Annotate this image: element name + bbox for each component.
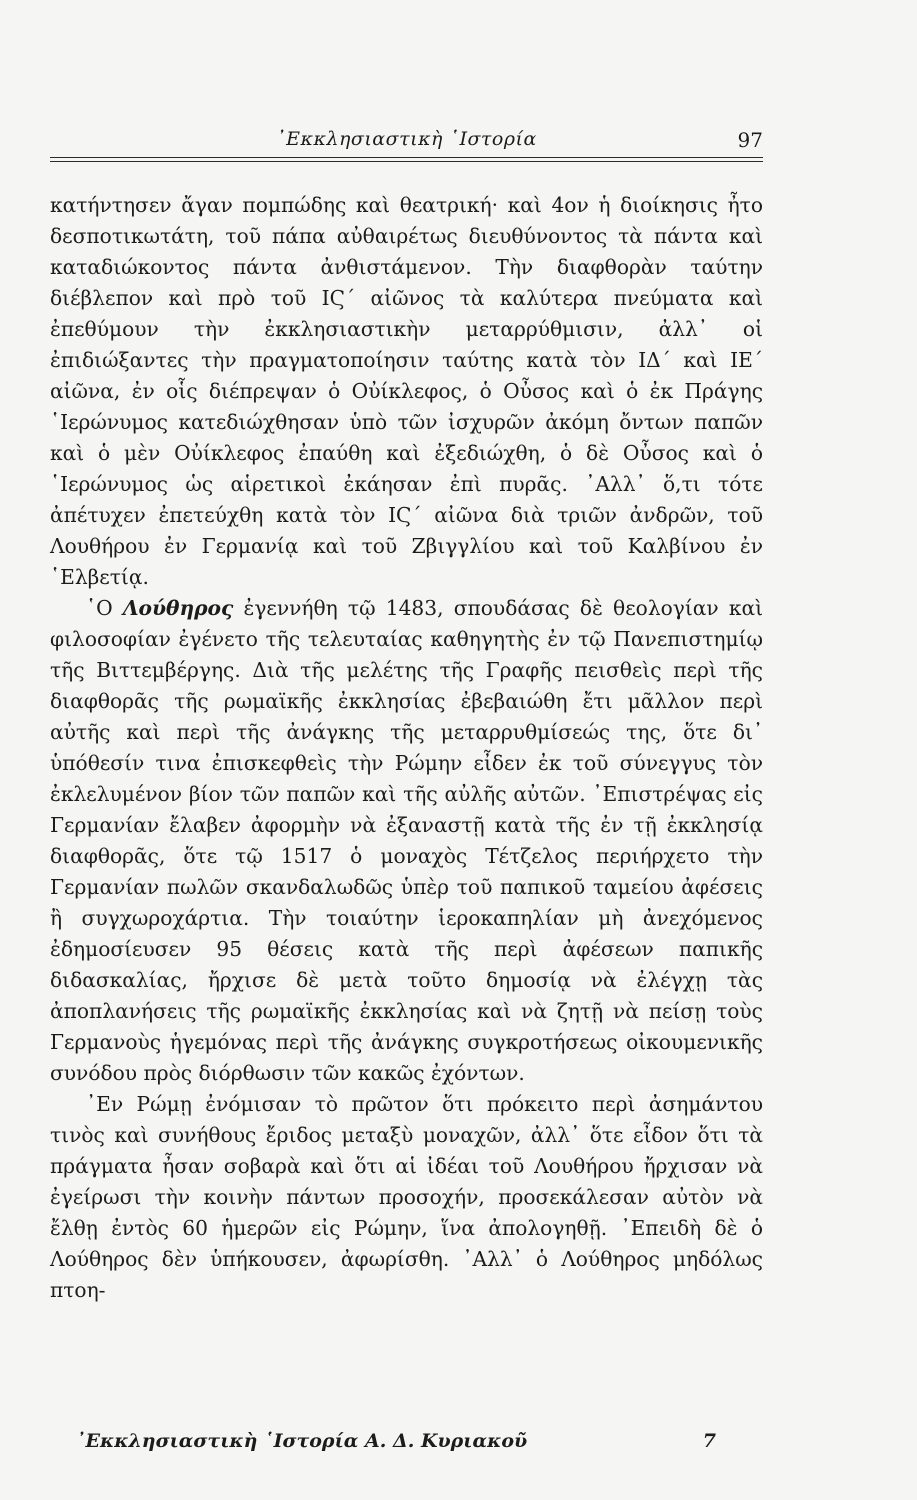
header-title: ᾿Εκκλησιαστικὴ ῾Ιστορία <box>276 128 537 150</box>
paragraph-2-lead: ῾Ο <box>86 596 113 620</box>
paragraph-2-text: ἐγεννήθη τῷ 1483, σπουδάσας δὲ θεολογίαν καὶ φιλοσοφίαν ἐγένετο τῆς τελευταίας καθηγητὴς ἐν τῷ Πανεπιστημίῳ τῆς Βιττεμβέργης. Διὰ τῆς μελέτης τῆς Γραφῆς πεισθεὶς περὶ τῆς διαφθορᾶς τῆς ρωμαϊκῆς ἐκκλησίας ἐβεβαιώθη ἔτι μᾶλλον περὶ αὐτῆς καὶ περὶ τῆς ἀνάγκης τῆς μεταρρυθμίσεώς της, ὅτε δι᾿ ὑπόθεσίν τινα ἐπισκεφθεὶς τὴν Ρώμην εἶδεν ἐκ τοῦ σύνεγγυς τὸν ἐκλελυμένον βίον τῶν παπῶν καὶ τῆς αὐλῆς αὐτῶν. ᾿Επιστρέψας εἰς Γερμανίαν ἔλαβεν ἀφορμὴν νὰ ἐξαναστῇ κατὰ τῆς ἐν τῇ ἐκκλησίᾳ διαφθορᾶς, ὅτε τῷ 1517 ὁ μοναχὸς Τέτζελος περιήρχετο τὴν Γερμανίαν πωλῶν σκανδαλωδῶς ὑπὲρ τοῦ παπικοῦ ταμείου ἀφέσεις ἢ συγχωροχάρτια. Τὴν τοιαύτην ἱεροκαπηλίαν μὴ ἀνεχόμενος ἐδημοσίευσεν 95 θέσεις κατὰ τῆς περὶ ἀφέσεων παπικῆς διδασκαλίας, ἤρχισε δὲ μετὰ τοῦτο δημοσίᾳ νὰ ἐλέγχῃ τὰς ἀποπλανήσεις τῆς ρωμαϊκῆς ἐκκλησίας καὶ νὰ ζητῇ νὰ πείσῃ τοὺς Γερμανοὺς ἡγεμόνας περὶ τῆς ἀνάγκης συγκροτήσεως οἰκουμενικῆς συνόδου πρὸς διόρθωσιν τῶν κακῶς ἐχόντων. <box>50 596 763 1085</box>
paragraph-2 <box>50 593 763 1089</box>
name-luther: Λούθηρος <box>122 596 234 620</box>
running-header <box>50 122 763 158</box>
page-number: 97 <box>737 128 763 152</box>
paragraph-3: ᾿Εν Ρώμῃ ἐνόμισαν τὸ πρῶτον ὅτι πρόκειτο περὶ ἀσημάντου τινὸς καὶ συνήθους ἔριδος μεταξὺ μοναχῶν, ἀλλ᾿ ὅτε εἶδον ὅτι τὰ πράγματα ἦσαν σοβαρὰ καὶ ὅτι αἱ ἰδέαι τοῦ Λουθήρου ἤρχισαν νὰ ἐγείρωσι τὴν κοινὴν πάντων προσοχήν, προσεκάλεσαν αὐτὸν νὰ ἔλθῃ ἐντὸς 60 ἡμερῶν εἰς Ρώμην, ἵνα ἀπολογηθῇ. ᾿Επειδὴ δὲ ὁ Λούθηρος δὲν ὑπήκουσεν, ἀφωρίσθη. ᾿Αλλ᾿ ὁ Λούθηρος μηδόλως πτοη- <box>50 1092 763 1302</box>
signature-mark: 7 <box>702 1430 716 1452</box>
header-rule-bottom <box>50 161 763 162</box>
paragraph-1: κατήντησεν ἄγαν πομπώδης καὶ θεατρική· καὶ 4ον ἡ διοίκησις ἦτο δεσποτικωτάτη, τοῦ πάπα αὐθαιρέτως διευθύνοντος τὰ πάντα καὶ καταδιώκοντος πάντα ἀνθιστάμενον. Τὴν διαφθορὰν ταύτην διέβλεπον καὶ πρὸ τοῦ ΙϚ΄ αἰῶνος τὰ καλύτερα πνεύματα καὶ ἐπεθύμουν τὴν ἐκκλησιαστικὴν μεταρρύθμισιν, ἀλλ᾿ οἱ ἐπιδιώξαντες τὴν πραγματοποίησιν ταύτης κατὰ τὸν ΙΔ΄ καὶ ΙΕ΄ αἰῶνα, ἐν οἷς διέπρεψαν ὁ Οὐίκλεφος, ὁ Οὖσος καὶ ὁ ἐκ Πράγης ῾Ιερώνυμος κατεδιώχθησαν ὑπὸ τῶν ἰσχυρῶν ἀκόμη ὄντων παπῶν καὶ ὁ μὲν Οὐίκλεφος ἐπαύθη καὶ ἐξεδιώχθη, ὁ δὲ Οὖσος καὶ ὁ ῾Ιερώνυμος ὡς αἱρετικοὶ ἐκάησαν ἐπὶ πυρᾶς. ᾿Αλλ᾿ ὅ,τι τότε ἀπέτυχεν ἐπετεύχθη κατὰ τὸν ΙϚ΄ αἰῶνα διὰ τριῶν ἀνδρῶν, τοῦ Λουθήρου ἐν Γερμανίᾳ καὶ τοῦ Ζβιγγλίου καὶ τοῦ Καλβίνου ἐν ῾Ελβετίᾳ. <box>50 193 763 589</box>
footer-signature-line <box>76 1430 716 1460</box>
header-rule-top <box>50 157 763 158</box>
footer-title: ᾿Εκκλησιαστικὴ ῾Ιστορία Α. Δ. Κυριακοῦ <box>76 1430 528 1452</box>
body-text <box>50 190 763 1306</box>
